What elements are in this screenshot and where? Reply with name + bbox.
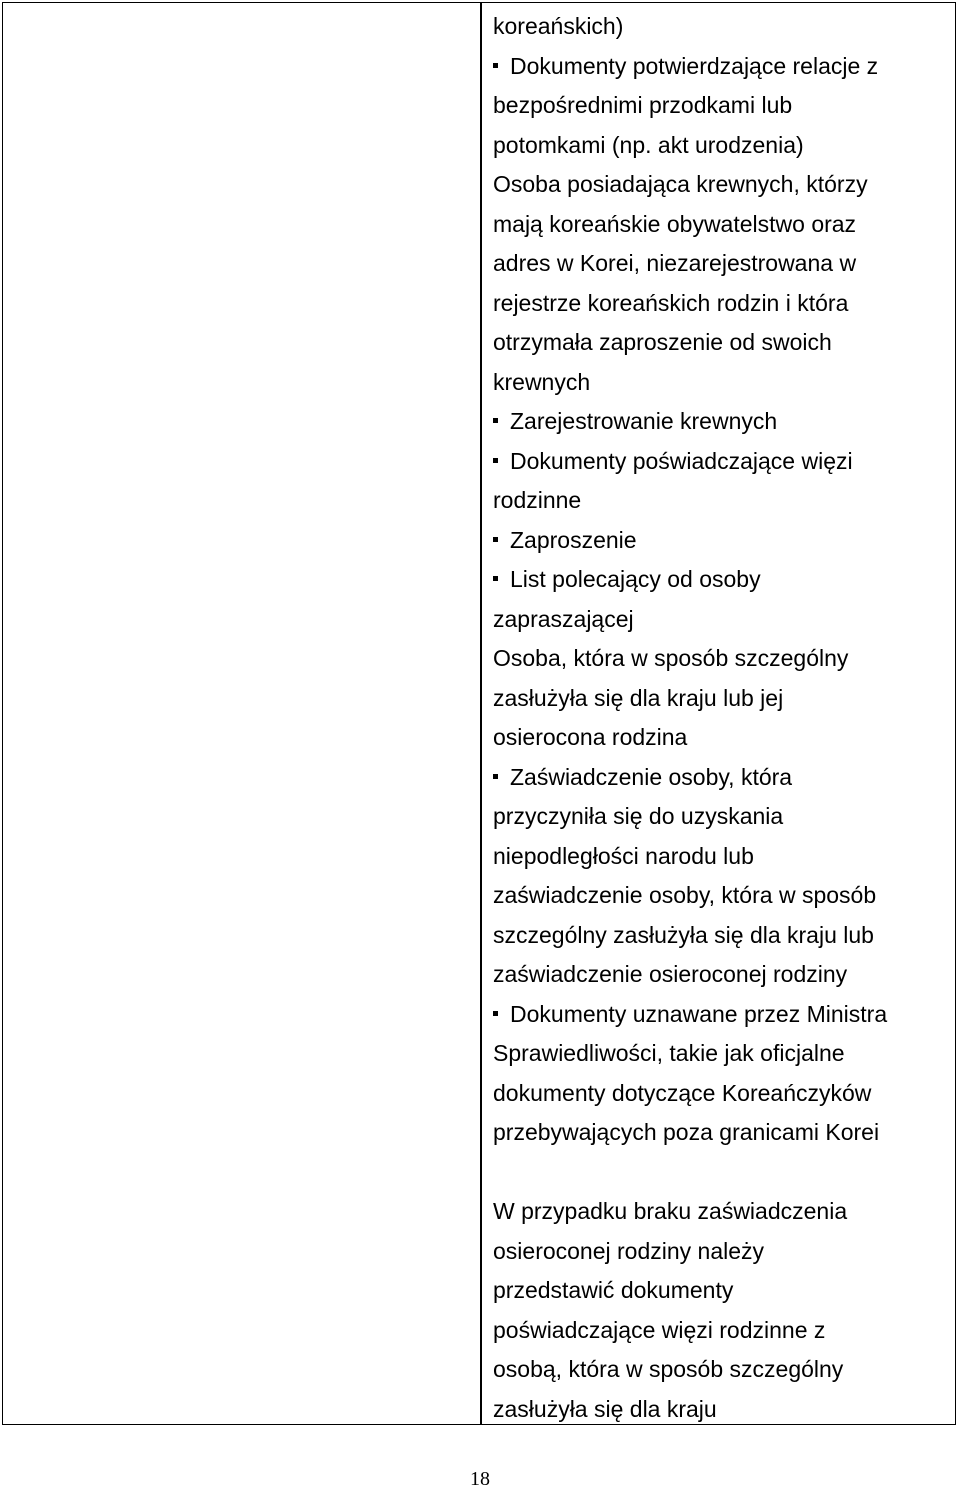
text-line	[493, 955, 955, 995]
line-text: Zarejestrowanie krewnych	[510, 408, 778, 434]
page-number: 18	[470, 1468, 490, 1490]
line-text: potomkami (np. akt urodzenia)	[493, 131, 804, 158]
text-line	[493, 1074, 955, 1114]
line-text: rejestrze koreańskich rodzin i która	[493, 289, 849, 316]
line-text: zaświadczenie osoby, która w sposób	[493, 882, 877, 908]
bullet-list-line	[493, 442, 955, 482]
table-right-cell	[493, 7, 955, 1429]
text-line	[493, 1311, 955, 1351]
text-line	[493, 797, 955, 837]
text-line	[493, 363, 955, 403]
text-line	[493, 205, 955, 245]
line-text: W przypadku braku zaświadczenia	[493, 1198, 848, 1224]
bullet-list-line	[493, 402, 955, 442]
square-bullet-icon	[493, 63, 498, 68]
text-line	[493, 86, 955, 126]
text-line	[493, 284, 955, 324]
text-line	[493, 1271, 955, 1311]
text-line	[493, 679, 955, 719]
bullet-list-line	[493, 758, 955, 798]
text-line	[493, 1113, 955, 1153]
line-text: przyczyniła się do uzyskania	[493, 803, 784, 829]
column-divider	[480, 3, 482, 1424]
line-text: Zaproszenie	[510, 526, 637, 553]
line-text: przedstawić dokumenty	[493, 1277, 734, 1303]
line-text: koreańskich)	[493, 13, 624, 39]
square-bullet-icon	[493, 458, 498, 463]
line-text: Osoba posiadająca krewnych, którzy	[493, 171, 868, 197]
line-text: krewnych	[493, 368, 591, 395]
text-line	[493, 1350, 955, 1390]
text-line	[493, 718, 955, 758]
line-text: zaświadczenie osieroconej rodziny	[493, 961, 848, 987]
line-text: otrzymała zaproszenie od swoich	[493, 329, 832, 355]
text-line	[493, 7, 955, 47]
text-line	[493, 244, 955, 284]
line-text: zapraszającej	[493, 605, 634, 632]
text-line	[493, 1232, 955, 1272]
paragraph-gap	[493, 1153, 955, 1193]
line-text: dokumenty dotyczące Koreańczyków	[493, 1079, 872, 1106]
text-line	[493, 916, 955, 956]
text-line	[493, 600, 955, 640]
square-bullet-icon	[493, 576, 498, 581]
line-text: niepodległości narodu lub	[493, 842, 754, 869]
line-text: Sprawiedliwości, takie jak oficjalne	[493, 1040, 845, 1066]
line-text: osierocona rodzina	[493, 724, 688, 750]
line-text: zasłużyła się dla kraju lub jej	[493, 684, 784, 711]
text-line	[493, 1034, 955, 1074]
line-text: List polecający od osoby	[510, 566, 761, 592]
line-text: rodzinne	[493, 487, 582, 513]
square-bullet-icon	[493, 418, 498, 423]
text-line	[493, 639, 955, 679]
text-line	[493, 323, 955, 363]
line-text: osobą, która w sposób szczególny	[493, 1356, 844, 1382]
text-line	[493, 165, 955, 205]
line-text: Osoba, która w sposób szczególny	[493, 645, 849, 671]
line-text: osieroconej rodziny należy	[493, 1237, 765, 1264]
text-line	[493, 1390, 955, 1430]
text-line	[493, 126, 955, 166]
line-text: Dokumenty poświadczające więzi	[510, 447, 853, 474]
line-text: Dokumenty uznawane przez Ministra	[510, 1000, 888, 1027]
square-bullet-icon	[493, 537, 498, 542]
line-text: Zaświadczenie osoby, która	[510, 763, 793, 790]
line-text: zasłużyła się dla kraju	[493, 1395, 717, 1422]
line-text: przebywających poza granicami Korei	[493, 1119, 880, 1145]
line-text: adres w Korei, niezarejestrowana w	[493, 250, 857, 276]
line-text: poświadczające więzi rodzinne z	[493, 1316, 826, 1343]
table-left-cell	[3, 3, 480, 1424]
text-line	[493, 837, 955, 877]
bullet-list-line	[493, 995, 955, 1035]
bullet-list-line	[493, 521, 955, 561]
square-bullet-icon	[493, 774, 498, 779]
line-text: bezpośrednimi przodkami lub	[493, 92, 793, 118]
line-text: Dokumenty potwierdzające relacje z	[510, 52, 879, 79]
line-text: szczególny zasłużyła się dla kraju lub	[493, 921, 874, 948]
text-line	[493, 481, 955, 521]
text-line	[493, 876, 955, 916]
line-text: mają koreańskie obywatelstwo oraz	[493, 210, 857, 237]
document-table	[2, 2, 956, 1425]
bullet-list-line	[493, 47, 955, 87]
square-bullet-icon	[493, 1011, 498, 1016]
text-line	[493, 1192, 955, 1232]
bullet-list-line	[493, 560, 955, 600]
